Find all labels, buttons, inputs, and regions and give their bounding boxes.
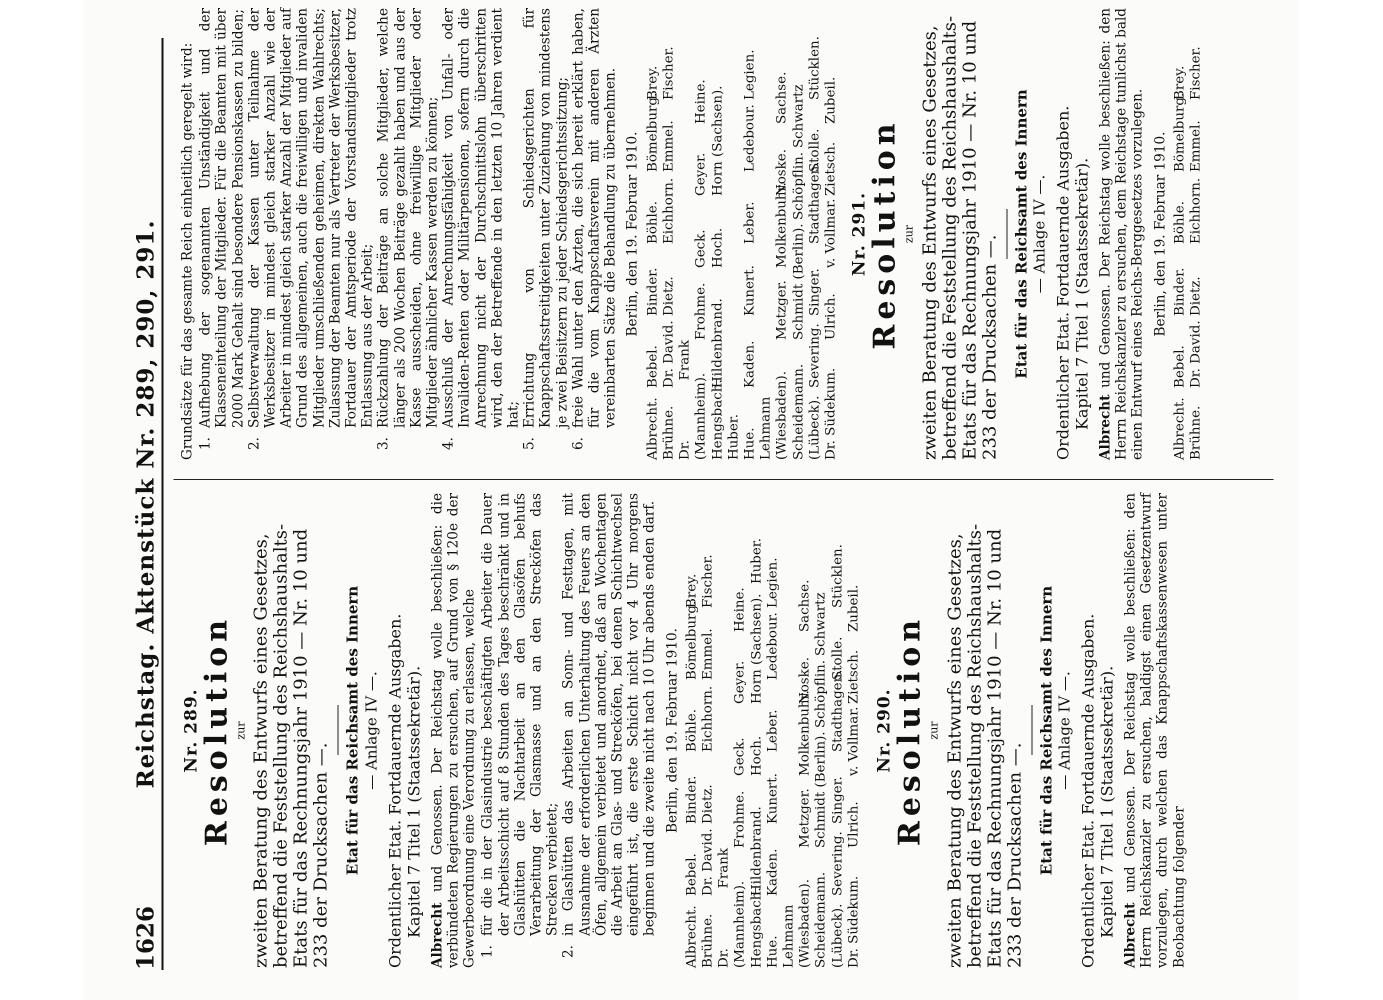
- item-text: Aufhebung der sogenannten Unständigkeit und der Klasseneinteilung der Mitglieder. Für die Beamten mit über 2000 Mark Gehalt sind besondere Pensionskassen zu bilden;: [197, 8, 247, 428]
- item-number: 1.: [197, 437, 214, 450]
- signatory-name: Legien.: [765, 557, 781, 608]
- signatory-name: Sachse.: [797, 579, 813, 632]
- item-number: 2.: [560, 945, 577, 958]
- signatory-name: Molkenbuhr.: [774, 182, 790, 268]
- column-divider: [174, 479, 1274, 480]
- signatory-row: [830, 493, 846, 968]
- signatory-name: Dr. Frank (Mannheim).: [716, 848, 748, 968]
- signatory-name: Bömelburg.: [1172, 92, 1188, 172]
- signatory-name: v. Vollmar.: [823, 198, 839, 268]
- signatory-name: Hue.: [765, 935, 781, 968]
- signatory-name: Stücklen.: [807, 36, 823, 100]
- signatory-name: Stadthagen.: [807, 161, 823, 244]
- doc-title: Resolution: [867, 118, 903, 350]
- signatory-name: Metzger.: [774, 280, 790, 340]
- item-number: 5.: [521, 437, 538, 450]
- signatory-name: Binder.: [1172, 267, 1188, 316]
- signatory-name: Binder.: [684, 775, 700, 824]
- kapitel-line-2: Kapitel 7 Titel 1 (Staatssekretär).: [404, 665, 424, 938]
- motion-item: [561, 493, 658, 968]
- motion-item: [376, 8, 441, 460]
- signatory-name: Fischer.: [661, 46, 677, 100]
- anlage: — Anlage IV —.: [362, 671, 381, 790]
- signatory-name: Bebel.: [645, 345, 661, 388]
- running-head-title: Reichstag. Aktenstück Nr. 289, 290, 291.: [132, 219, 160, 789]
- resolution-291: [849, 8, 1205, 460]
- item-text: in Glashütten das Arbeiten an Sonn- und Festtagen, mit Ausnahme der erforderlichen Unterhaltung des Feuers an den Öfen, allgemein verbietet und anordnet, daß an Wochentagen die Arbeit an Glas- und Strecköfen, bei denen Schichtwechsel eingeführt ist, die erste Schicht nicht vor 4 Uhr morgens beginnen und die zweite nicht nach 10 Uhr abends enden darf.: [560, 493, 658, 936]
- signatory-row: [775, 8, 791, 460]
- item-number: 3.: [375, 437, 392, 450]
- item-number: 4.: [440, 437, 457, 450]
- signatory-row: [742, 8, 774, 460]
- doc-zur: zur: [927, 721, 941, 740]
- signatory-name: Ledebour.: [742, 104, 758, 172]
- signatory-name: Kunert.: [765, 773, 781, 824]
- motion-item: [198, 8, 247, 460]
- signatory-name: Eichhorn.: [661, 177, 677, 244]
- signatory-name: Noske.: [797, 657, 813, 704]
- signatory-name: Kunert.: [742, 265, 758, 316]
- signatory-name: Geyer.: [732, 660, 748, 704]
- signatory-name: Frohme.: [732, 790, 748, 848]
- signatory-name: Lehmann: [758, 396, 774, 460]
- signatory-name: Zietsch.: [846, 649, 862, 704]
- signatory-name: v. Vollmar.: [846, 706, 862, 776]
- signatory-name: Dr. David.: [661, 320, 677, 388]
- motion-item: [570, 8, 619, 460]
- signatory-name: Stolle.: [807, 128, 823, 172]
- signatory-name: Albrecht.: [684, 905, 700, 968]
- motion-text: und Genossen. Der Reichstag wolle beschließen: den Herrn Reichskanzler zu ersuchen, dem Reichstage tunlichst bald einen Entwurf eines Reichs-Berggesetzes vorzulegen.: [1097, 8, 1146, 460]
- signatory-row: [765, 493, 797, 968]
- anlage: — Anlage IV —.: [1030, 174, 1049, 294]
- signatory-name: Ulrich.: [823, 293, 839, 340]
- signatory-name: (Wiesbaden).: [774, 371, 790, 460]
- signatory-name: Stolle.: [830, 636, 846, 680]
- motion-author: Albrecht: [429, 902, 446, 968]
- signatory-name: Zubeil.: [846, 584, 862, 632]
- signatory-name: Frohme.: [693, 282, 709, 340]
- resolution-290-continued: [180, 8, 840, 460]
- signatory-name: Scheidemann.: [791, 363, 807, 460]
- right-column: [180, 8, 1205, 460]
- signatory-name: Emmel.: [661, 120, 677, 172]
- signatory-name: Noske.: [774, 149, 790, 196]
- signatory-name: Molkenbuhr.: [797, 690, 813, 776]
- item-text: Errichtung von Schiedsgerichten für Knappschaftsstreitigkeiten unter Zuziehung von mindestens je zwei Beisitzern zu jeder Schiedsgerichtssitzung;: [521, 8, 571, 428]
- doc-number: Nr. 291.: [849, 191, 870, 277]
- etat-heading: Etat für das Reichsamt des Innern: [1037, 585, 1055, 876]
- signatory-name: Dr. Südekum.: [823, 367, 839, 460]
- signatory-name: Legien.: [742, 49, 758, 100]
- signatory-row: [798, 493, 814, 968]
- date-line: Berlin, den 19. Februar 1910.: [624, 131, 641, 337]
- signatory-name: Metzger.: [797, 788, 813, 848]
- motion-text: und Genossen. Der Reichstag wolle beschließen: die verbündeten Regierungen zu ersuchen, auf Grund von § 120e der Gewerbeordnung eine Verordnung zu erlassen, welche: [429, 493, 478, 968]
- signatory-name: Singer.: [807, 268, 823, 316]
- signatory-name: Eichhorn.: [700, 685, 716, 752]
- item-text: Ausschluß der Anrechnungsfähigkeit von Unfall- oder Invaliden-Renten oder Militärpensionen, sofern durch die Anrechnung nicht der Durchschnittslohn überschritten wird, den der Betreffende in den letzten 10 Jahren verdient hat;: [440, 8, 522, 428]
- signatory-row: [684, 493, 700, 968]
- anlage: — Anlage IV —.: [1055, 671, 1074, 790]
- signatory-name: Fischer.: [1188, 46, 1204, 100]
- motion-intro: [1097, 8, 1146, 460]
- signatory-row: [846, 493, 862, 968]
- signatory-name: Brühne.: [700, 913, 716, 968]
- doc-number: Nr. 289.: [181, 688, 202, 773]
- signatory-name: Huber.: [726, 414, 742, 460]
- signatory-name: Eichhorn.: [1188, 177, 1204, 244]
- separator: [1031, 706, 1032, 756]
- motion-item: [246, 8, 376, 460]
- signatory-name: Hoch.: [710, 227, 725, 268]
- signatory-name: Hildenbrand.: [710, 298, 725, 388]
- doc-title: Resolution: [892, 614, 928, 847]
- kapitel-line-2: Kapitel 7 Titel 1 (Staatssekretär).: [1097, 665, 1117, 938]
- doc-title: Resolution: [199, 614, 235, 847]
- motion-item: [480, 493, 561, 968]
- signatory-row: [1172, 8, 1188, 460]
- signatory-name: Leber.: [765, 709, 781, 752]
- doc-zur: zur: [902, 224, 916, 244]
- motion-intro: [1122, 493, 1187, 968]
- motion-items: [198, 8, 619, 460]
- signatory-name: Böhle.: [645, 201, 661, 244]
- doc-subject: zweiten Beratung des Entwurfs eines Gesetzes, betreffend die Feststellung des Reichshaushalts-Etats für das Rechnungsjahr 1910 — Nr. 10 und 233 der Drucksachen —.: [250, 523, 332, 968]
- motion-author: Albrecht: [1122, 902, 1139, 968]
- signatories: [1172, 8, 1204, 460]
- signatory-name: Böhle.: [684, 709, 700, 752]
- signatory-name: Kaden.: [742, 340, 758, 388]
- kapitel-line-1: Ordentlicher Etat. Fortdauernde Ausgaben.: [385, 613, 405, 968]
- motion-lead: Grundsätze für das gesamte Reich einheitlich geregelt wird:: [179, 42, 196, 460]
- item-text: für die in der Glasindustrie beschäftigten Arbeiter die Dauer der Arbeitsschicht auf 8 Stunden des Tages beschränkt und in Glashütten die Nachtarbeit an den Glasöfen behufs Verarbeitung der Glasmasse und an den Strecköfen das Strecken verbietet;: [479, 493, 561, 936]
- resolution-290: [874, 493, 1188, 968]
- date-line: Berlin, den 19. Februar 1910.: [664, 628, 681, 833]
- signatory-name: Emmel.: [700, 628, 716, 680]
- signatory-name: Brühne.: [661, 405, 677, 460]
- signatory-name: Brey.: [645, 65, 661, 100]
- signatory-name: Severing.: [807, 323, 823, 388]
- doc-number: Nr. 290.: [874, 688, 895, 773]
- separator: [1006, 209, 1007, 259]
- signatory-name: Heine.: [693, 79, 709, 124]
- item-number: 2.: [246, 437, 263, 450]
- signatories: [684, 493, 862, 968]
- signatory-name: (Wiesbaden).: [797, 879, 813, 968]
- signatory-row: [749, 493, 765, 968]
- item-number: 6.: [570, 437, 587, 450]
- signatory-name: Böhle.: [1172, 201, 1188, 244]
- item-text: freie Wahl unter den Ärzten, die sich bereit erklärt haben, für die vom Knappschaftsverein mit anderen Ärzten vereinbarten Sätze die Behandlung zu übernehmen.: [570, 8, 619, 428]
- kapitel-line-2: Kapitel 7 Titel 1 (Staatssekretär).: [1072, 157, 1092, 430]
- signatory-name: Lehmann: [781, 904, 797, 968]
- signatory-row: [717, 493, 749, 968]
- signatory-name: Brey.: [1172, 65, 1188, 100]
- signatory-name: Severing.: [830, 831, 846, 896]
- signatory-name: Schwartz: [791, 84, 807, 148]
- motion-items: [480, 493, 658, 968]
- signatory-name: Leber.: [742, 201, 758, 244]
- signatory-name: Schmidt (Berlin).: [813, 731, 829, 848]
- signatory-name: Dr. David.: [1188, 320, 1204, 388]
- item-text: Rückzahlung der Beiträge an solche Mitglieder, welche länger als 200 Wochen Beiträge gezahlt haben und aus der Kasse ausscheiden, ohne freiwillige Mitglieder oder Mitglieder ähnlicher Kassen werden zu können;: [375, 8, 441, 428]
- signatory-row: [1188, 8, 1204, 460]
- signatory-row: [823, 8, 839, 460]
- signatory-name: Bömelburg.: [684, 600, 700, 680]
- signatory-name: Bebel.: [684, 853, 700, 896]
- signatory-name: Horn (Sachsen).: [749, 593, 765, 704]
- signatory-name: Hoch.: [749, 735, 765, 776]
- kapitel: [385, 493, 423, 968]
- motion-author: Albrecht: [1097, 394, 1114, 460]
- signatory-name: Scheidemann.: [813, 871, 829, 968]
- signatory-name: Ulrich.: [846, 801, 862, 848]
- signatory-name: Zubeil.: [823, 76, 839, 124]
- signatory-name: Dietz.: [661, 276, 677, 316]
- signatory-name: Singer.: [830, 776, 846, 824]
- kapitel-line-1: Ordentlicher Etat. Fortdauernde Ausgaben.: [1078, 613, 1098, 968]
- etat-heading: Etat für das Reichsamt des Innern: [1012, 89, 1031, 379]
- signatory-name: Albrecht.: [645, 397, 661, 460]
- item-number: 1.: [479, 945, 496, 958]
- signatory-row: [807, 8, 823, 460]
- signatory-row: [701, 493, 717, 968]
- signatory-name: Schmidt (Berlin).: [791, 223, 807, 340]
- signatory-name: Huber.: [749, 538, 765, 584]
- signatory-name: Hengsbach.: [749, 887, 765, 968]
- motion-intro: [429, 493, 478, 968]
- kapitel: [1053, 8, 1091, 460]
- resolution-289: [181, 493, 863, 968]
- signatory-name: Kaden.: [765, 848, 781, 896]
- etat-heading: Etat für das Reichsamt des Innern: [343, 585, 362, 876]
- signatories: [645, 8, 839, 460]
- signatory-name: Geck.: [732, 737, 748, 776]
- doc-subject: zweiten Beratung des Entwurfs eines Gesetzes, betreffend die Feststellung des Reichshaushalts-Etats für das Rechnungsjahr 1910 — Nr. 10 und 233 der Drucksachen —.: [944, 523, 1025, 968]
- signatory-name: Dietz.: [1188, 276, 1204, 316]
- signatory-name: Stücklen.: [830, 544, 846, 608]
- signatory-name: Schöpflin.: [791, 151, 807, 220]
- signatory-name: Stadthagen.: [830, 669, 846, 752]
- signatory-name: Dr. David.: [700, 828, 716, 896]
- signatory-name: Bebel.: [1172, 345, 1188, 388]
- motion-item: [522, 8, 571, 460]
- signatory-name: Binder.: [645, 267, 661, 316]
- scanned-page: [84, 0, 1299, 1000]
- signatory-name: Heine.: [732, 587, 748, 632]
- date-line: Berlin, den 19. Februar 1910.: [1152, 131, 1169, 337]
- signatory-name: Schwartz: [813, 592, 829, 656]
- motion-text: und Genossen. Der Reichstag wolle beschließen: den Herrn Reichskanzler zu ersuchen, baldigst einen Gesetzentwurf vorzulegen, durch welchen das Knappschaftskassenwesen unter Beobachtung folgender: [1122, 493, 1188, 968]
- running-header: [132, 38, 164, 970]
- signatory-name: Albrecht.: [1172, 397, 1188, 460]
- signatory-name: Schöpflin.: [813, 659, 829, 728]
- signatory-name: Hildenbrand.: [749, 806, 765, 896]
- motion-item: [441, 8, 522, 460]
- doc-subject: zweiten Beratung des Entwurfs eines Gesetzes, betreffend die Feststellung des Reichshaushalts-Etats für das Rechnungsjahr 1910 — Nr. 10 und 233 der Drucksachen —.: [919, 15, 1001, 460]
- signatory-name: Geyer.: [693, 152, 709, 196]
- separator: [338, 706, 339, 756]
- signatory-name: Bömelburg.: [645, 92, 661, 172]
- left-column: [180, 493, 1190, 968]
- kapitel: [1078, 493, 1116, 968]
- signatory-name: Dr. Südekum.: [846, 875, 862, 968]
- signatory-row: [814, 493, 830, 968]
- signatory-name: Geck.: [693, 229, 709, 268]
- page-number: 1626: [132, 905, 160, 970]
- signatory-name: Hue.: [742, 427, 758, 460]
- signatory-name: Horn (Sachsen).: [710, 85, 725, 196]
- signatory-name: Sachse.: [774, 71, 790, 124]
- signatory-name: Brey.: [684, 573, 700, 608]
- signatory-name: Fischer.: [700, 554, 716, 608]
- item-text: Selbstverwaltung der Kassen unter Teilnahme der Werksbesitzer in mindest gleich starker Anzahl wie der Arbeiter in mindest gleich starker Anzahl der Mitglieder auf Grund des allgemeinen, auch die freiwilligen und invaliden Mitglieder umschließenden geheimen, direkten Wahlrechts; Zulassung der Beamten nur als Vertreter der Werksbesitzer, Fortdauer der Amtsperiode der Vorstandsmitglieder trotz Entlassung aus der Arbeit;: [246, 8, 376, 428]
- signatory-row: [678, 8, 710, 460]
- signatory-name: (Lübeck).: [807, 395, 823, 460]
- signatory-row: [645, 8, 661, 460]
- signatory-name: Dr. Frank (Mannheim).: [677, 340, 709, 460]
- signatory-name: Brühne.: [1188, 405, 1204, 460]
- signatory-name: (Lübeck).: [830, 903, 846, 968]
- signatory-name: Zietsch.: [823, 141, 839, 196]
- signatory-row: [661, 8, 677, 460]
- signatory-name: Emmel.: [1188, 120, 1204, 172]
- signatory-row: [710, 8, 742, 460]
- signatory-name: Dietz.: [700, 784, 716, 824]
- doc-zur: zur: [234, 721, 248, 740]
- signatory-row: [791, 8, 807, 460]
- kapitel-line-1: Ordentlicher Etat. Fortdauernde Ausgaben.: [1053, 105, 1073, 460]
- signatory-name: Ledebour.: [765, 612, 781, 680]
- signatory-name: Hengsbach.: [710, 379, 725, 460]
